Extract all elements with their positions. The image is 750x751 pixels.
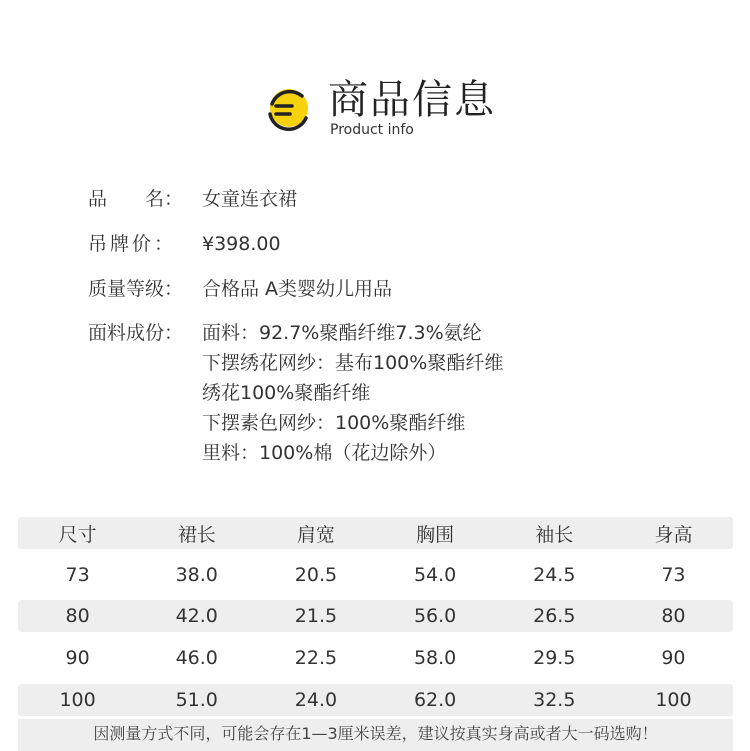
size-table — [18, 517, 733, 716]
table-cell: 29.5 — [533, 647, 576, 669]
composition-line: 绣花100%聚酯纤维 — [202, 382, 371, 404]
table-header-cell: 肩宽 — [296, 523, 335, 546]
name-label: 品 名： — [88, 188, 184, 210]
table-row — [18, 559, 733, 591]
table-header-cell: 袖长 — [535, 523, 574, 546]
info-row-composition — [88, 318, 503, 468]
composition-lines — [202, 318, 503, 468]
table-cell: 24.5 — [533, 564, 576, 586]
table-cell: 54.0 — [413, 564, 457, 586]
table-cell: 58.0 — [413, 647, 457, 669]
info-row-price — [88, 229, 503, 259]
composition-label: 面料成份： — [88, 322, 184, 344]
table-header-cell: 裙长 — [177, 523, 216, 546]
name-value: 女童连衣裙 — [202, 188, 298, 210]
table-cell: 24.0 — [294, 689, 338, 711]
composition-line: 下摆素色网纱：100%聚酯纤维 — [202, 412, 466, 434]
table-cell: 42.0 — [175, 605, 218, 627]
table-header-cell: 胸围 — [416, 523, 455, 546]
table-header-row — [18, 517, 733, 549]
page-subtitle: Product info — [330, 122, 414, 138]
table-cell: 21.5 — [294, 605, 338, 627]
section-header — [262, 74, 522, 144]
table-header-cell: 尺寸 — [58, 523, 97, 546]
table-cell: 73 — [65, 564, 90, 586]
page-title: 商品信息 — [328, 77, 496, 123]
product-info-list — [88, 184, 503, 468]
composition-line: 面料：92.7%聚酯纤维7.3%氨纶 — [202, 322, 482, 344]
measurement-note: 因测量方式不同，可能会存在1—3厘米误差，建议按真实身高或者大一码选购！ — [18, 719, 733, 751]
table-cell: 100 — [655, 689, 692, 711]
table-cell: 38.0 — [175, 564, 218, 586]
price-value: ¥398.00 — [202, 233, 281, 255]
table-cell: 46.0 — [175, 647, 218, 669]
grade-value: 合格品 A类婴幼儿用品 — [202, 278, 393, 300]
table-cell: 26.5 — [533, 605, 576, 627]
table-header-cell: 身高 — [654, 523, 693, 546]
table-cell: 90 — [65, 647, 90, 669]
table-cell: 32.5 — [533, 689, 576, 711]
table-cell: 62.0 — [413, 689, 457, 711]
table-cell: 100 — [59, 689, 96, 711]
table-cell: 20.5 — [294, 564, 338, 586]
table-cell: 73 — [661, 564, 686, 586]
table-row — [18, 642, 733, 674]
document-lines-icon — [262, 84, 314, 136]
table-cell: 80 — [661, 605, 686, 627]
table-row — [18, 600, 733, 632]
price-label: 吊牌价： — [88, 233, 177, 255]
table-row — [18, 684, 733, 716]
table-cell: 56.0 — [413, 605, 457, 627]
info-row-grade — [88, 274, 503, 304]
table-cell: 90 — [661, 647, 686, 669]
composition-line: 下摆绣花网纱：基布100%聚酯纤维 — [202, 352, 504, 374]
table-cell: 22.5 — [294, 647, 338, 669]
composition-line: 里料：100%棉（花边除外） — [202, 442, 447, 464]
info-row-name — [88, 184, 503, 214]
grade-label: 质量等级： — [88, 278, 184, 300]
table-cell: 51.0 — [175, 689, 218, 711]
table-cell: 80 — [65, 605, 90, 627]
